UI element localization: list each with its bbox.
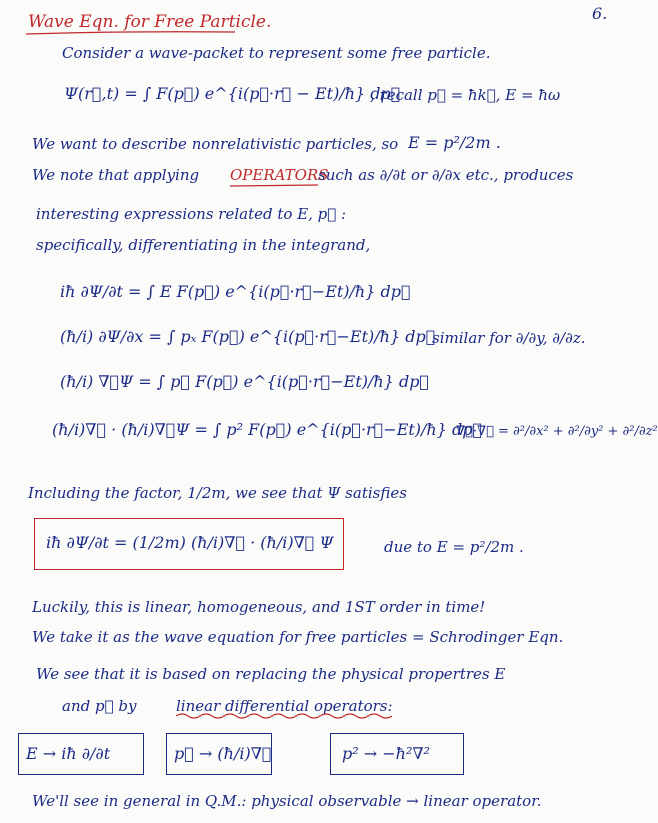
equation: (ħ/i)∇⃗ · (ħ/i)∇⃗Ψ = ∫ p² F(p⃗) e^{i(p⃗·r⃗−Et)/ħ} dp⃗ [52,420,483,439]
equation: E = p²/2m . [408,133,501,152]
linear-operators-wavy-underline [176,714,392,718]
equation: (ħ/i) ∂Ψ/∂x = ∫ pₓ F(p⃗) e^{i(p⃗·r⃗−Et)/ħ} dp⃗ [60,327,436,346]
text-line: We'll see in general in Q.M.: physical observable → linear operator. [32,792,542,810]
operator-energy: E → iħ ∂/∂t [26,744,111,763]
text-line: linear differential operators: [176,697,393,715]
equation: iħ ∂Ψ/∂t = ∫ E F(p⃗) e^{i(p⃗·r⃗−Et)/ħ} dp⃗ [60,282,411,301]
text-line: interesting expressions related to E, p⃗ : [36,205,347,223]
boxed-equation: iħ ∂Ψ/∂t = (1/2m) (ħ/i)∇⃗ · (ħ/i)∇⃗ Ψ [46,533,334,552]
operators-word: OPERATORS [230,166,329,184]
text-line: Luckily, this is linear, homogeneous, and 1ST order in time! [32,598,486,616]
text-line: Consider a wave-packet to represent some free particle. [62,44,491,62]
text-line: We take it as the wave equation for free particles = Schrodinger Eqn. [32,628,564,646]
text-line: specifically, differentiating in the integrand, [36,236,371,254]
text-line: due to E = p²/2m . [384,538,524,556]
operator-momentum: p⃗ → (ħ/i)∇⃗ [174,744,272,763]
operators-underline [230,185,318,186]
text-line: We note that applying [32,166,200,184]
text-line: such as ∂/∂t or ∂/∂x etc., produces [318,166,574,184]
operator-momentum-squared: p² → −ħ²∇² [342,744,430,763]
equation: Ψ(r⃗,t) = ∫ F(p⃗) e^{i(p⃗·r⃗ − Et)/ħ} dp⃗ [64,84,401,103]
text-line: and p⃗ by [62,697,137,715]
text-line: We see that it is based on replacing the physical propertres E [36,665,506,683]
equation: ∇⃗·∇⃗ = ∂²/∂x² + ∂²/∂y² + ∂²/∂z² [456,424,658,439]
text-line: , recall p⃗ = ħk⃗, E = ħω [370,86,561,104]
page-number: 6. [592,4,608,23]
page-title: Wave Eqn. for Free Particle. [28,12,272,32]
text-line: We want to describe nonrelativistic particles, so [32,135,399,153]
equation: (ħ/i) ∇⃗Ψ = ∫ p⃗ F(p⃗) e^{i(p⃗·r⃗−Et)/ħ} dp⃗ [60,372,430,391]
text-line: Including the factor, 1/2m, we see that Ψ satisfies [28,484,407,502]
text-line: similar for ∂/∂y, ∂/∂z. [432,329,586,347]
title-underline [26,32,235,34]
